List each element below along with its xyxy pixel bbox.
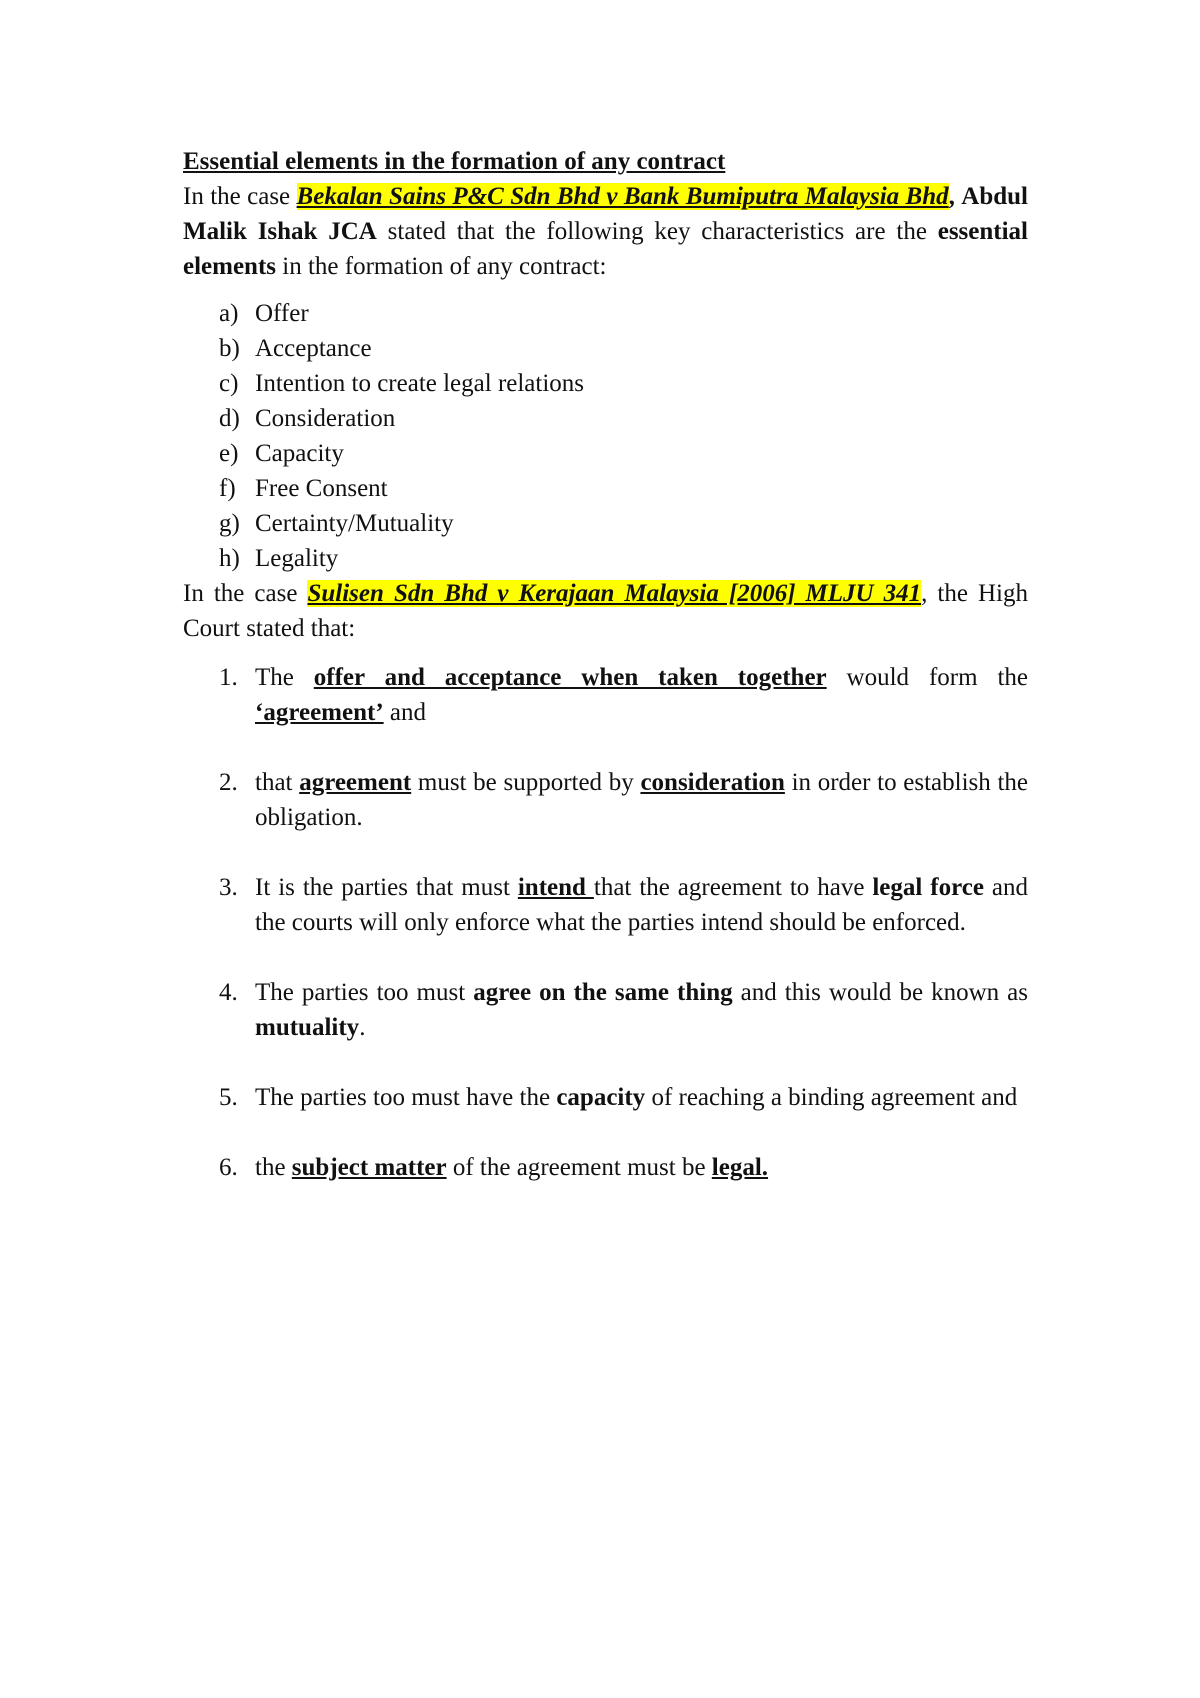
text-run: must be supported by <box>411 769 641 796</box>
list-item <box>219 975 1028 1045</box>
p1-comma: , <box>948 183 955 210</box>
text-run: in order to establish the obligation. <box>255 769 1028 831</box>
emphasis-run: intend <box>517 874 594 901</box>
list-marker: a) <box>219 300 239 327</box>
list-marker: g) <box>219 510 240 537</box>
p2-tail: , the High Court stated that: <box>183 580 1028 642</box>
text-run: and <box>383 699 426 726</box>
emphasis-run: legal. <box>711 1154 769 1181</box>
document-body <box>183 144 1028 1220</box>
p2-lead: In the case <box>183 580 308 607</box>
list-item-text: Free Consent <box>255 475 388 502</box>
list-marker: b) <box>219 335 240 362</box>
list-item-text: Offer <box>255 300 309 327</box>
list-item <box>219 401 1028 436</box>
list-marker: 5. <box>219 1084 238 1111</box>
case-citation-bekalan: Bekalan Sains P&C Sdn Bhd v Bank Bumiputra Malaysia Bhd <box>296 183 949 210</box>
list-item <box>219 1150 1028 1185</box>
text-run: The <box>255 664 314 691</box>
list-item <box>219 541 1028 576</box>
text-run: of the agreement must be <box>446 1154 712 1181</box>
list-item <box>219 506 1028 541</box>
case-citation-sulisen: Sulisen Sdn Bhd v Kerajaan Malaysia [2006] MLJU 341 <box>307 580 922 607</box>
text-run: the <box>255 1154 292 1181</box>
list-item-text: Certainty/Mutuality <box>255 510 454 537</box>
emphasis-run: capacity <box>556 1084 646 1111</box>
elements-list <box>183 296 1028 576</box>
emphasis-run: ‘agreement’ <box>255 699 384 726</box>
list-marker: 6. <box>219 1154 238 1181</box>
list-marker: f) <box>219 475 236 502</box>
list-item <box>219 331 1028 366</box>
list-marker: 4. <box>219 979 238 1006</box>
list-item-text <box>255 1150 1028 1185</box>
list-item-text <box>255 660 1028 730</box>
emphasis-run: offer and acceptance when taken together <box>313 664 827 691</box>
emphasis-run: agreement <box>299 769 412 796</box>
text-run: The parties too must have the <box>255 1084 557 1111</box>
emphasis-run: mutuality <box>255 1014 360 1041</box>
list-marker: 1. <box>219 664 238 691</box>
court-points-list <box>183 660 1028 1185</box>
list-marker: d) <box>219 405 240 432</box>
list-marker: c) <box>219 370 239 397</box>
list-item <box>219 366 1028 401</box>
intro-paragraph-1 <box>183 179 1028 284</box>
list-item <box>219 765 1028 835</box>
text-run: of reaching a binding agreement and <box>645 1084 1018 1111</box>
list-item <box>219 870 1028 940</box>
text-run: It is the parties that must <box>255 874 518 901</box>
list-marker: 3. <box>219 874 238 901</box>
text-run: and this would be known as <box>732 979 1028 1006</box>
essential-elements-term: essential elements <box>183 218 1028 280</box>
list-marker: e) <box>219 440 239 467</box>
text-run: that the agreement to have <box>593 874 873 901</box>
list-marker: h) <box>219 545 240 572</box>
p1-mid: stated that the following key characteristics are the <box>376 218 938 245</box>
p1-lead: In the case <box>183 183 297 210</box>
text-run: that <box>255 769 300 796</box>
list-item-text: Acceptance <box>255 335 372 362</box>
list-item-text <box>255 1080 1028 1115</box>
judge-name: Abdul Malik Ishak JCA <box>183 183 1028 245</box>
list-item-text <box>255 975 1028 1045</box>
text-run: The parties too must <box>255 979 474 1006</box>
list-item-text: Capacity <box>255 440 344 467</box>
intro-paragraph-2 <box>183 576 1028 646</box>
p1-tail: in the formation of any contract: <box>276 253 607 280</box>
list-item <box>219 296 1028 331</box>
list-item-text: Intention to create legal relations <box>255 370 585 397</box>
emphasis-run: subject matter <box>291 1154 447 1181</box>
text-run: . <box>359 1014 366 1041</box>
list-item <box>219 436 1028 471</box>
document-title: Essential elements in the formation of any contract <box>183 148 726 175</box>
list-item <box>219 471 1028 506</box>
emphasis-run: consideration <box>640 769 785 796</box>
text-run: and the courts will only enforce what the parties intend should be enforced. <box>255 874 1028 936</box>
list-item <box>219 1080 1028 1115</box>
list-item <box>219 660 1028 730</box>
list-marker: 2. <box>219 769 238 796</box>
list-item-text: Consideration <box>255 405 396 432</box>
emphasis-run: agree on the same thing <box>473 979 733 1006</box>
emphasis-run: legal force <box>872 874 984 901</box>
text-run: would form the <box>826 664 1029 691</box>
list-item-text: Legality <box>255 545 339 572</box>
list-item-text <box>255 870 1028 940</box>
list-item-text <box>255 765 1028 835</box>
